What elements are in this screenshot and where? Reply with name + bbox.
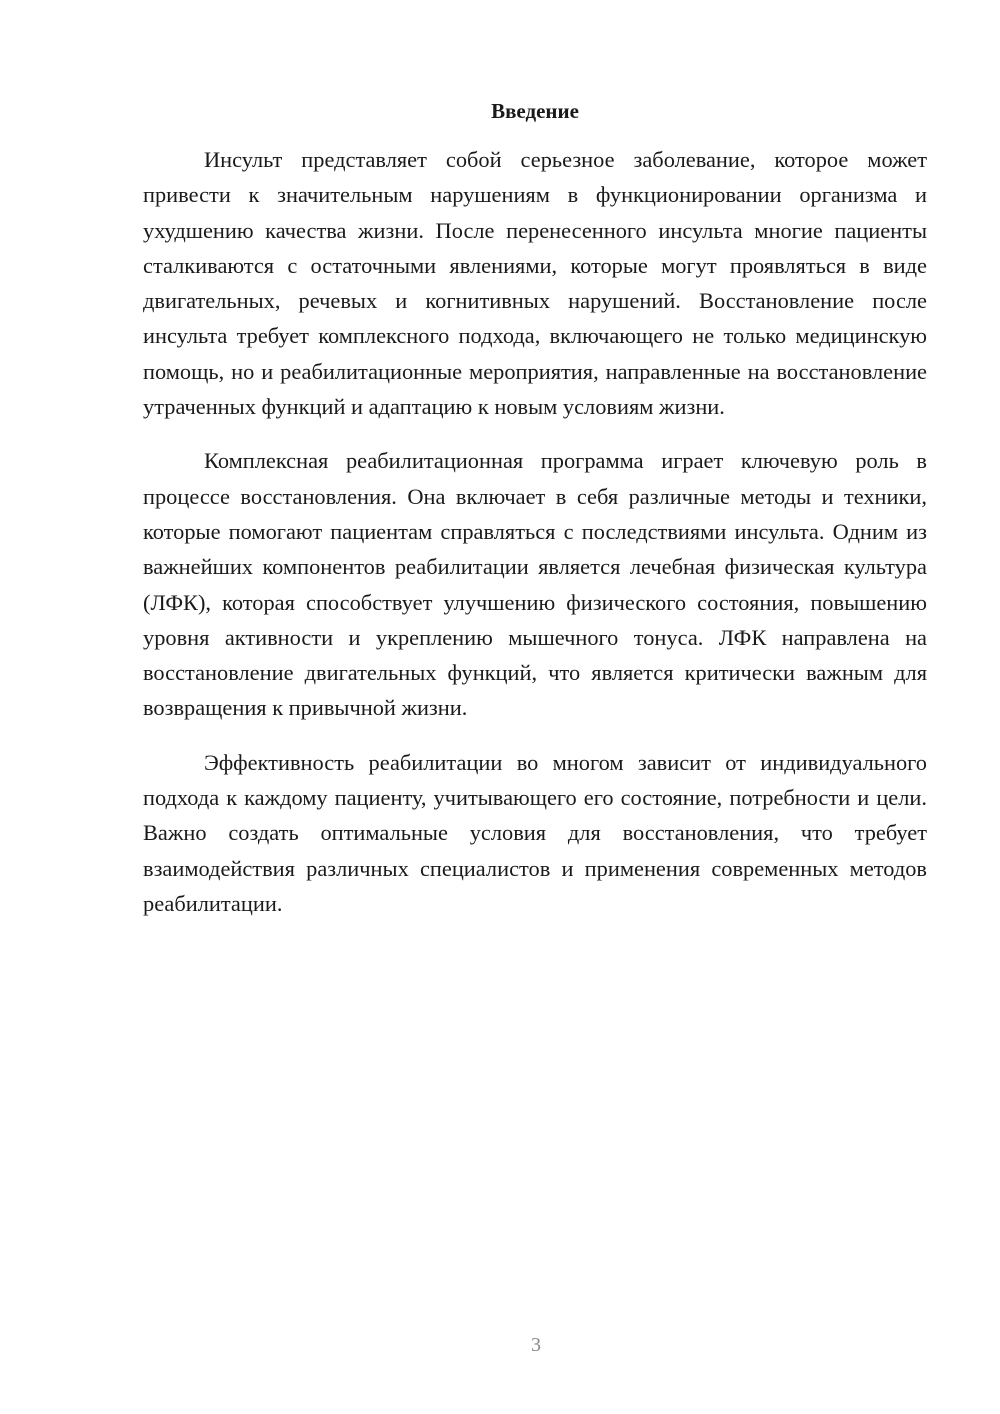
paragraph-3: Эффективность реабилитации во многом зависит от индивидуального подхода к каждому пациенту, учитывающего его состояние, потребности и цели. Важно создать оптимальные условия для восстановления, что требует взаимодействия различных специалистов и применения современных методов реабилитации.: [143, 749, 927, 916]
page-content: [143, 95, 927, 940]
paragraph-2: Комплексная реабилитационная программа играет ключевую роль в процессе восстановления. Она включает в себя различные методы и техники, которые помогают пациентам справляться с последствиями инсульта. Одним из важнейших компонентов реабилитации является лечебная физическая культура (ЛФК), которая способствует улучшению физического состояния, повышению уровня активности и укреплению мышечного тонуса. ЛФК направлена на восстановление двигательных функций, что является критически важным для возвращения к привычной жизни.: [143, 448, 927, 721]
page-number: 3: [531, 1334, 541, 1356]
section-heading: Введение: [491, 99, 579, 123]
paragraph-1: Инсульт представляет собой серьезное заболевание, которое может привести к значительным нарушениям в функционировании организма и ухудшению качества жизни. После перенесенного инсульта многие пациенты сталкиваются с остаточными явлениями, которые могут проявляться в виде двигательных, речевых и когнитивных нарушений. Восстановление после инсульта требует комплексного подхода, включающего не только медицинскую помощь, но и реабилитационные мероприятия, направленные на восстановление утраченных функций и адаптацию к новым условиям жизни.: [143, 147, 927, 420]
